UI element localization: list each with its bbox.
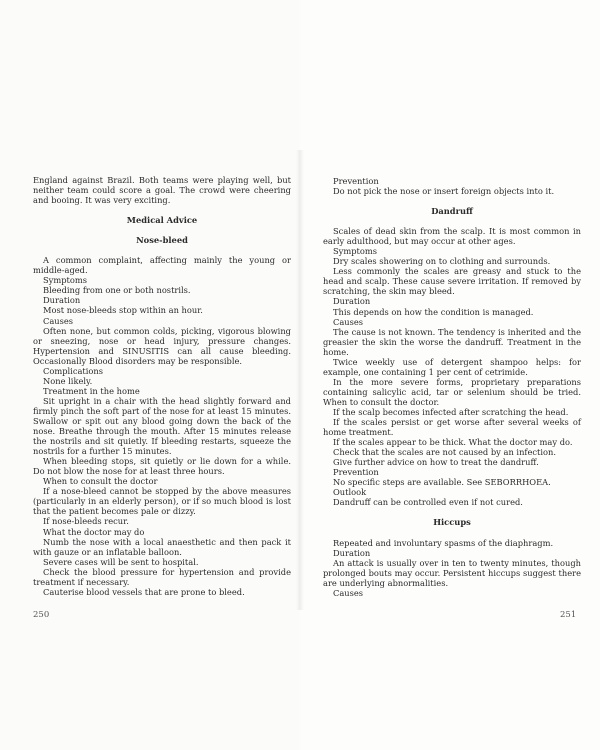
body-paragraph: If the scalp becomes infected after scratching the head. xyxy=(333,406,569,417)
body-paragraph: A common complaint, affecting mainly the young or middle-aged. xyxy=(33,255,291,276)
body-paragraph: Dry scales showering on to clothing and surrounds. xyxy=(333,256,551,267)
section-heading: Dandruff xyxy=(431,206,473,217)
body-paragraph: An attack is usually over in ten to twenty minutes, though prolonged bouts may occur. Persistent hiccups suggest there are underlying abnormalities. xyxy=(323,557,581,588)
body-paragraph: Check that the scales are not caused by an infection. xyxy=(333,447,557,458)
body-paragraph: When bleeding stops, sit quietly or lie down for a while. Do not blow the nose for at least three hours. xyxy=(33,456,291,477)
page-number-left: 250 xyxy=(33,610,50,620)
subheading: Causes xyxy=(333,316,364,327)
body-paragraph: The cause is not known. The tendency is inherited and the greasier the skin the worse the dandruff. Treatment in the home. xyxy=(323,326,581,357)
body-paragraph: Most nose-bleeds stop within an hour. xyxy=(43,305,203,316)
body-paragraph: If a nose-bleed cannot be stopped by the above measures (particularly in an elderly person), or if so much blood is lost that the patient becomes pale or dizzy. xyxy=(33,486,291,517)
section-heading: Hiccups xyxy=(433,517,471,528)
body-paragraph: If the scales persist or get worse after several weeks of home treatment. xyxy=(323,417,581,438)
body-paragraph: Scales of dead skin from the scalp. It is most common in early adulthood, but may occur at other ages. xyxy=(323,226,581,247)
body-paragraph: Do not pick the nose or insert foreign objects into it. xyxy=(333,186,555,197)
subheading: Duration xyxy=(333,547,371,558)
subheading: What the doctor may do xyxy=(43,526,145,537)
subheading: Outlook xyxy=(333,487,367,498)
left-page-text xyxy=(33,175,291,597)
subheading: Symptoms xyxy=(43,275,88,286)
subheading: Complications xyxy=(43,365,104,376)
subheading: Treatment in the home xyxy=(43,385,140,396)
subheading: When to consult the doctor xyxy=(43,476,158,487)
subheading: Prevention xyxy=(333,176,379,186)
body-paragraph: Severe cases will be sent to hospital. xyxy=(43,556,199,567)
subheading: Causes xyxy=(333,587,364,598)
body-paragraph: Dandruff can be controlled even if not cured. xyxy=(333,497,523,508)
body-paragraph: Cauterise blood vessels that are prone to bleed. xyxy=(43,586,245,597)
body-paragraph: Repeated and involuntary spasms of the diaphragm. xyxy=(333,537,554,548)
subsection-heading: Nose-bleed xyxy=(136,235,188,246)
subheading: Symptoms xyxy=(333,246,378,257)
body-paragraph: Numb the nose with a local anaesthetic and then pack it with gauze or an inflatable balloon. xyxy=(33,536,291,557)
section-heading: Medical Advice xyxy=(126,215,198,226)
body-paragraph: No specific steps are available. See SEBORRHOEA. xyxy=(333,477,551,488)
body-paragraph: None likely. xyxy=(43,375,93,386)
subheading: Duration xyxy=(43,295,81,306)
subheading: Duration xyxy=(333,296,371,307)
right-page-text xyxy=(323,176,581,598)
subheading: Prevention xyxy=(333,467,379,478)
body-paragraph: This depends on how the condition is managed. xyxy=(333,306,534,317)
body-paragraph: Twice weekly use of detergent shampoo helps: for example, one containing 1 per cent of cetrimide. xyxy=(323,356,581,377)
body-paragraph: England against Brazil. Both teams were playing well, but neither team could score a goal. The crowd were cheering and booing. It was very exciting. xyxy=(33,175,291,206)
body-paragraph: If nose-bleeds recur. xyxy=(43,516,129,527)
body-paragraph: Bleeding from one or both nostrils. xyxy=(43,285,191,296)
book-gutter xyxy=(296,150,304,610)
body-paragraph: In the more severe forms, proprietary preparations containing salicylic acid, tar or selenium should be tried. When to consult the doctor. xyxy=(323,376,581,407)
subheading: Causes xyxy=(43,315,74,326)
body-paragraph: Give further advice on how to treat the dandruff. xyxy=(333,457,539,468)
body-paragraph: Less commonly the scales are greasy and stuck to the head and scalp. These cause severe irritation. If removed by scratching, the skin may bleed. xyxy=(323,266,581,297)
page-number-right: 251 xyxy=(560,610,577,620)
body-paragraph: Check the blood pressure for hypertension and provide treatment if necessary. xyxy=(33,566,291,587)
body-paragraph: If the scales appear to be thick. What the doctor may do. xyxy=(333,437,573,448)
body-paragraph: Sit upright in a chair with the head slightly forward and firmly pinch the soft part of the nose for at least 15 minutes. Swallow or spit out any blood going down the back of the nose. Breathe through the mouth. After 15 minutes release the nostrils and sit quietly. If bleeding restarts, squeeze the nostrils for a further 15 minutes. xyxy=(33,395,291,457)
body-paragraph: Often none, but common colds, picking, vigorous blowing or sneezing, nose or head injury, pressure changes. Hypertension and SINUSITIS can all cause bleeding. Occasionally Blood disorders may be responsible. xyxy=(33,325,291,366)
